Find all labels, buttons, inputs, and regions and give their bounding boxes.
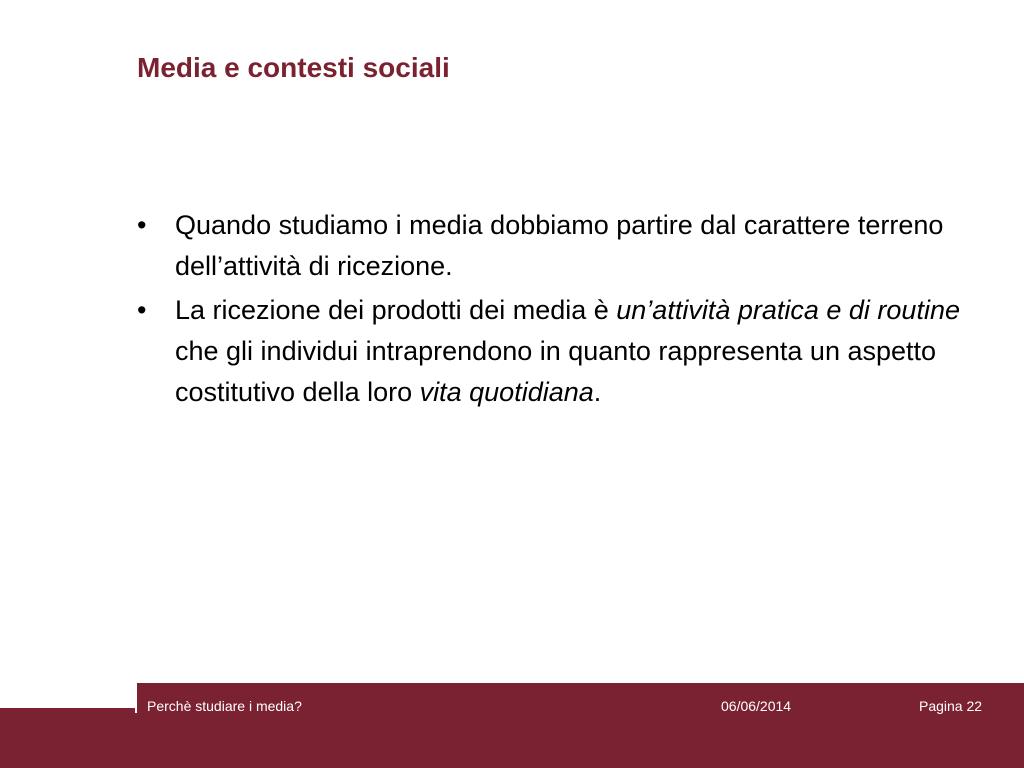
footer-page-number: Pagina 22 (919, 698, 983, 714)
bullet-text: Quando studiamo i media dobbiamo partire dal carattere terreno dell’attività di ricezione. (175, 210, 944, 281)
bullet-text-segment: . (593, 377, 602, 407)
bullet-item (137, 205, 977, 287)
bullet-text-segment: che gli individui intraprendono in quanto rappresenta un aspetto costitutivo della loro (175, 336, 937, 407)
bullet-marker: • (137, 210, 147, 240)
bullet-list (137, 205, 977, 416)
slide-title: Media e contesti sociali (137, 52, 450, 83)
bullet-text-emphasis: un’attività pratica e di routine (616, 295, 960, 325)
bullet-marker: • (137, 295, 147, 325)
bullet-text-segment: La ricezione dei prodotti dei media è (175, 295, 617, 325)
footer-date: 06/06/2014 (721, 698, 792, 714)
footer-topic: Perchè studiare i media? (147, 698, 302, 714)
footer-band (137, 683, 1024, 768)
bullet-text-emphasis: vita quotidiana (419, 377, 594, 407)
footer-divider (135, 683, 137, 713)
bullet-item (137, 290, 977, 413)
